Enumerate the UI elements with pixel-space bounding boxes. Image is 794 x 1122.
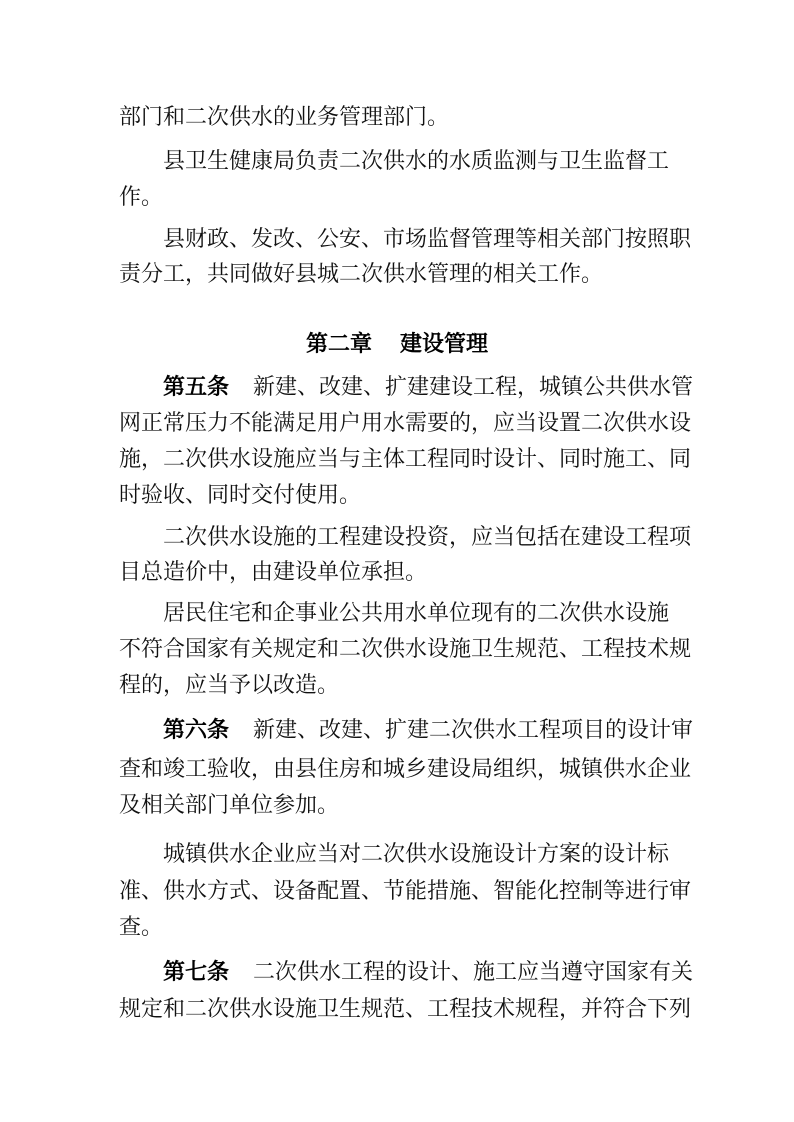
paragraph-line: 查。 [119,915,164,940]
paragraph-line: 县卫生健康局负责二次供水的水质监测与卫生监督工 [163,149,670,174]
paragraph-line: 目总造价中，由建设单位承担。 [119,560,428,585]
article-label: 第五条 [163,375,230,400]
paragraph-line: 规定和二次供水设施卫生规范、工程技术规程，并符合下列 [119,997,692,1022]
paragraph-line: 程的，应当予以改造。 [119,673,340,698]
article-text: 新建、改建、扩建二次供水工程项目的设计审 [253,718,694,743]
paragraph-line: 及相关部门单位参加。 [119,793,340,818]
paragraph-line: 责分工，共同做好县城二次供水管理的相关工作。 [119,262,604,287]
paragraph-line: 时验收、同时交付使用。 [119,483,362,508]
paragraph-line: 网正常压力不能满足用户用水需要的，应当设置二次供水设 [119,411,692,436]
paragraph-line: 部门和二次供水的业务管理部门。 [119,105,450,130]
chapter-number: 第二章 [305,332,372,357]
article-text: 新建、改建、扩建建设工程，城镇公共供水管 [253,375,694,400]
article-label: 第七条 [163,960,230,985]
paragraph-line: 二次供水设施的工程建设投资，应当包括在建设工程项 [163,525,692,550]
article-first-line [163,373,693,403]
paragraph-line: 查和竣工验收，由县住房和城乡建设局组织，城镇供水企业 [119,757,692,782]
article-text: 二次供水工程的设计、施工应当遵守国家有关 [253,960,694,985]
article-first-line [163,958,693,988]
article-label: 第六条 [163,718,230,743]
article-first-line [163,716,693,746]
chapter-heading [0,330,794,360]
paragraph-line: 县财政、发改、公安、市场监督管理等相关部门按照职 [163,227,692,252]
chapter-title: 建设管理 [400,332,489,357]
paragraph-line: 城镇供水企业应当对二次供水设施设计方案的设计标 [163,842,670,867]
paragraph-line: 居民住宅和企事业公共用水单位现有的二次供水设施 [163,601,670,626]
paragraph-line: 准、供水方式、设备配置、节能措施、智能化控制等进行审 [119,879,692,904]
paragraph-line: 施，二次供水设施应当与主体工程同时设计、同时施工、同 [119,447,692,472]
paragraph-line: 作。 [119,185,164,210]
paragraph-line: 不符合国家有关规定和二次供水设施卫生规范、工程技术规 [119,637,692,662]
